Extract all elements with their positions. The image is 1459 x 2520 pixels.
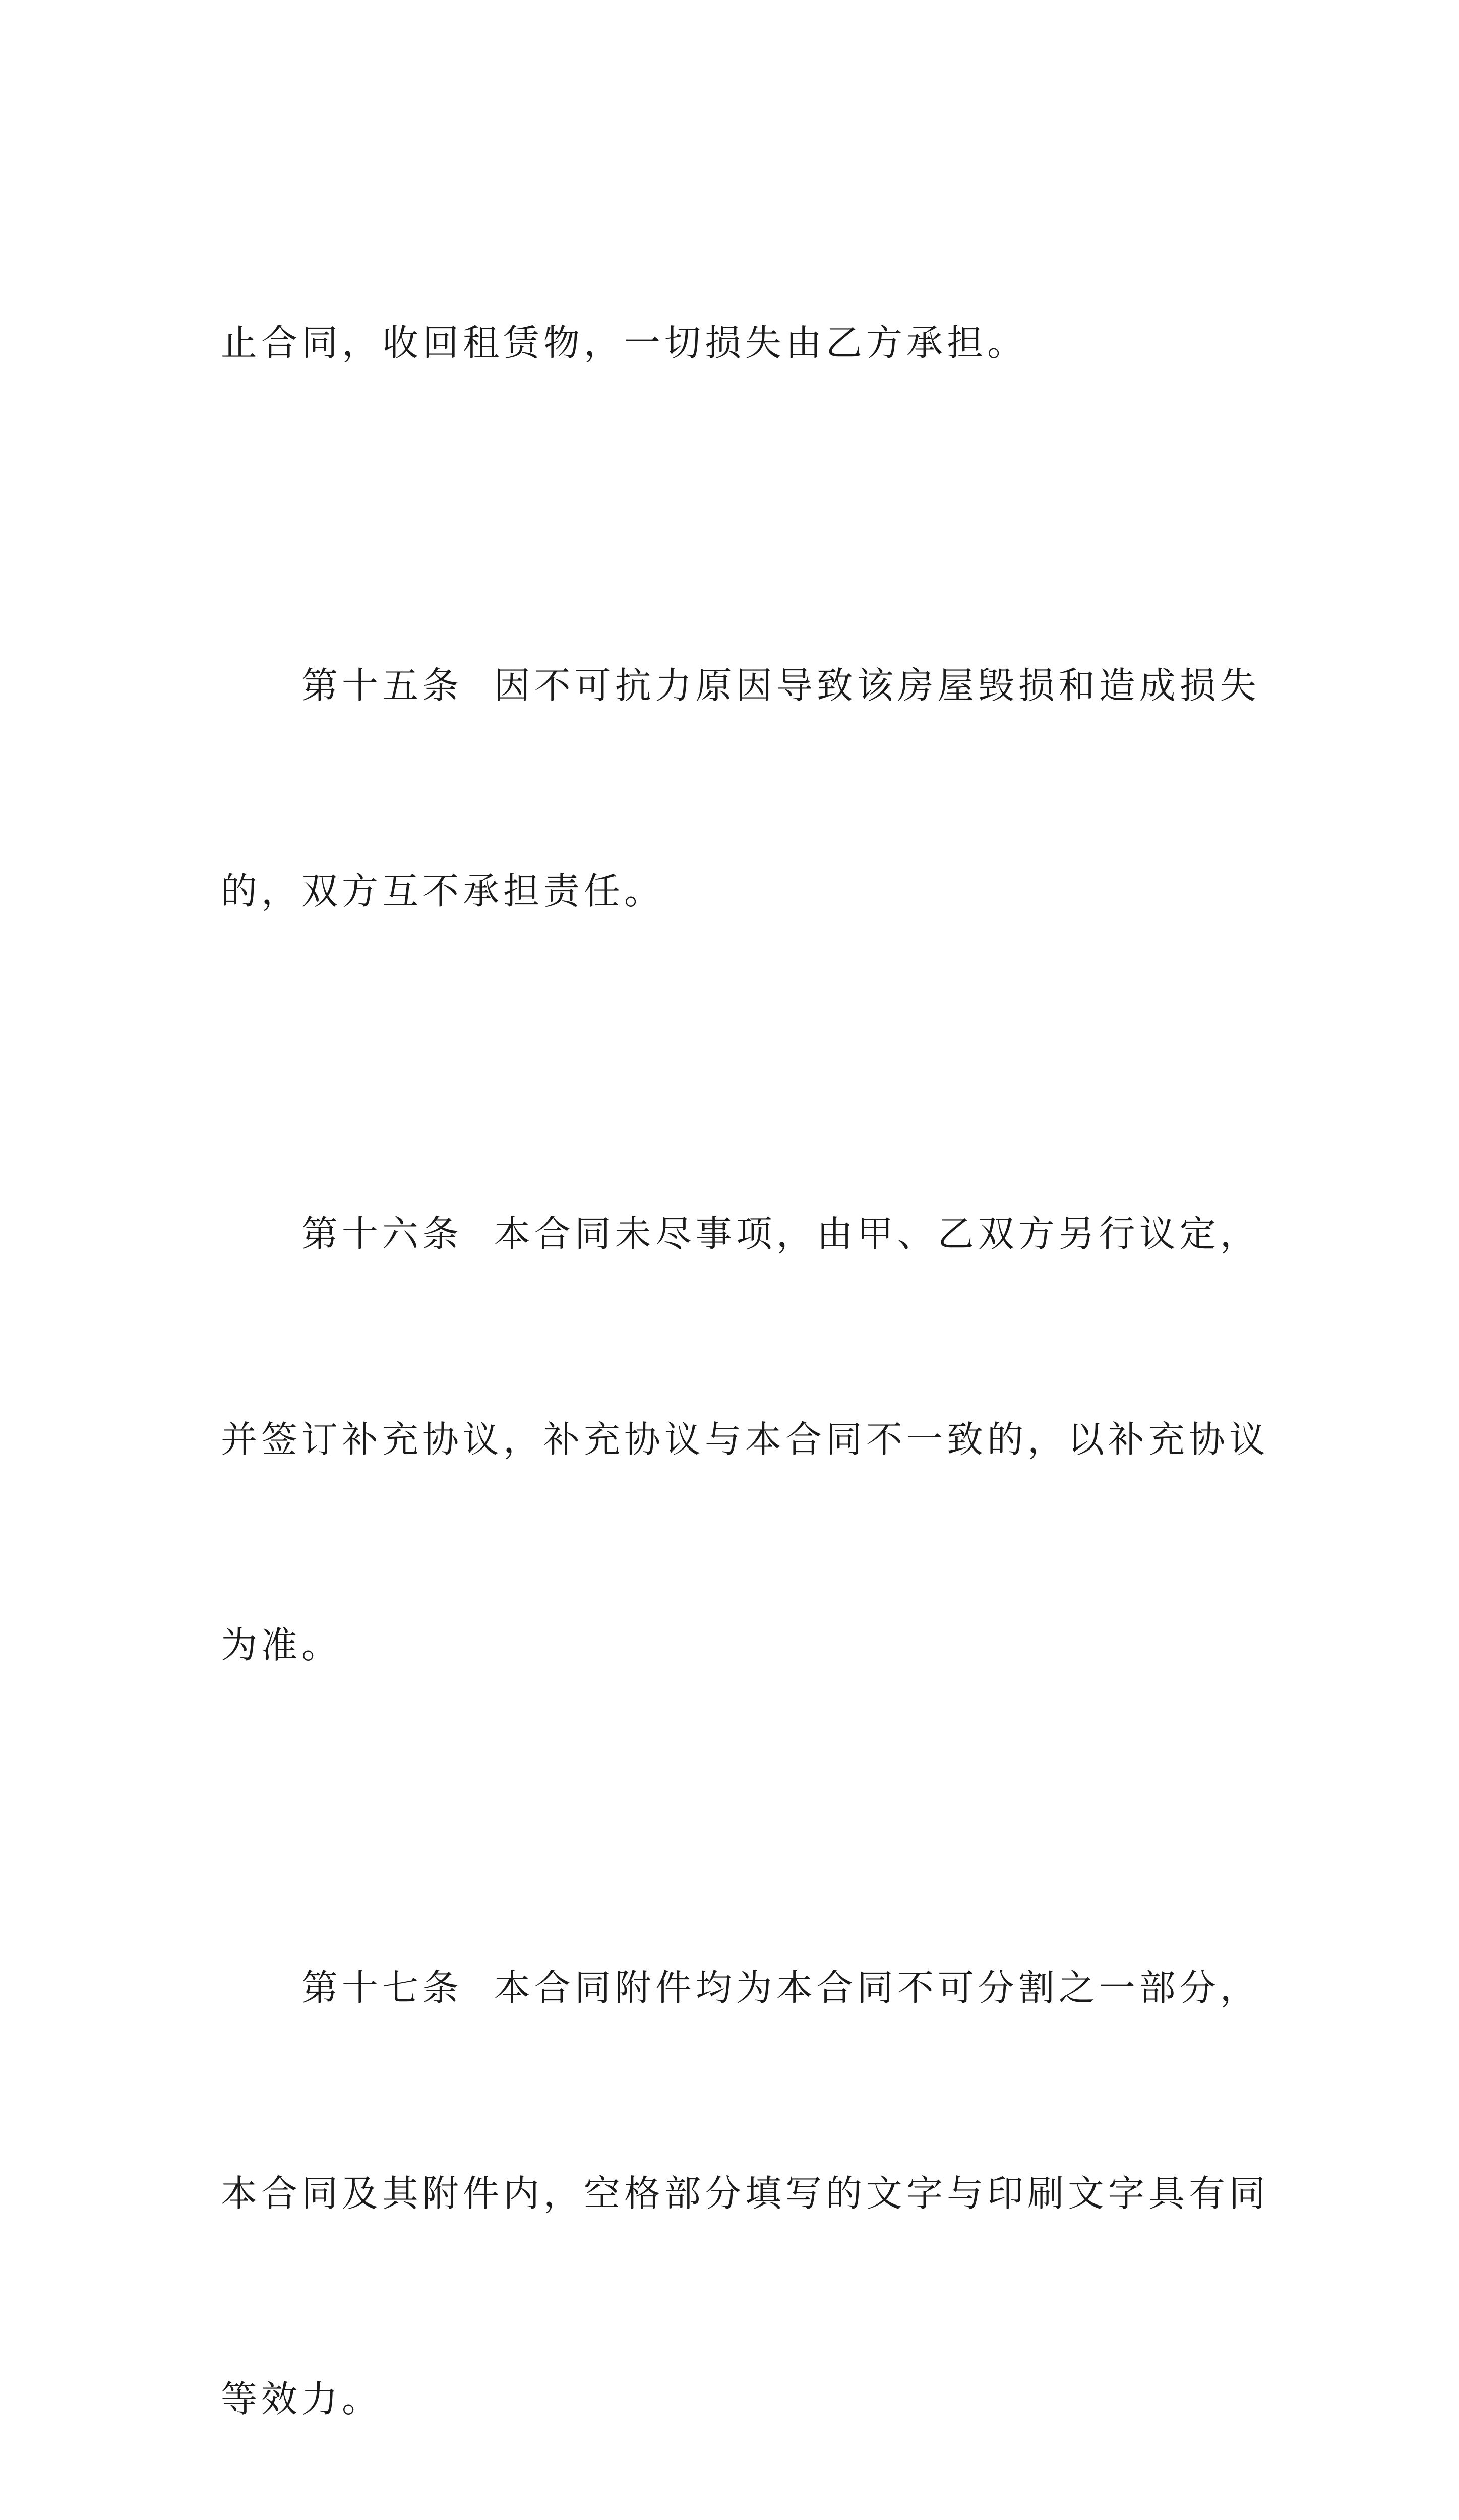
text-line: 并签订补充协议，补充协议与本合同不一致的，以补充协议: [221, 1418, 1270, 1461]
paragraph-article-15: [221, 514, 1260, 1062]
text-line: 本合同及其附件内，空格部分填写的文字与印刷文字具有同: [221, 2172, 1270, 2215]
paragraph-article-17: [221, 1816, 1270, 2520]
text-line: 的，双方互不承担责任。: [221, 870, 665, 912]
paragraph-article-16: [221, 1062, 1270, 1816]
text-line: 第十五条 因不可抗力原因导致该房屋毁损和造成损失: [301, 664, 1260, 707]
text-line: 第十六条 本合同未尽事项，由甲、乙双方另行议定，: [301, 1213, 1260, 1255]
text-line: 第十七条 本合同附件均为本合同不可分割之一部分，: [301, 1967, 1260, 2009]
text-line: 止合同，收回租赁物，一切损失由乙方承担。: [221, 322, 1028, 364]
text-line: 等效力。: [221, 2378, 383, 2420]
text-line: 为准。: [221, 1624, 342, 1666]
paragraph-1: [221, 171, 1249, 514]
document-body: [221, 171, 1270, 2520]
